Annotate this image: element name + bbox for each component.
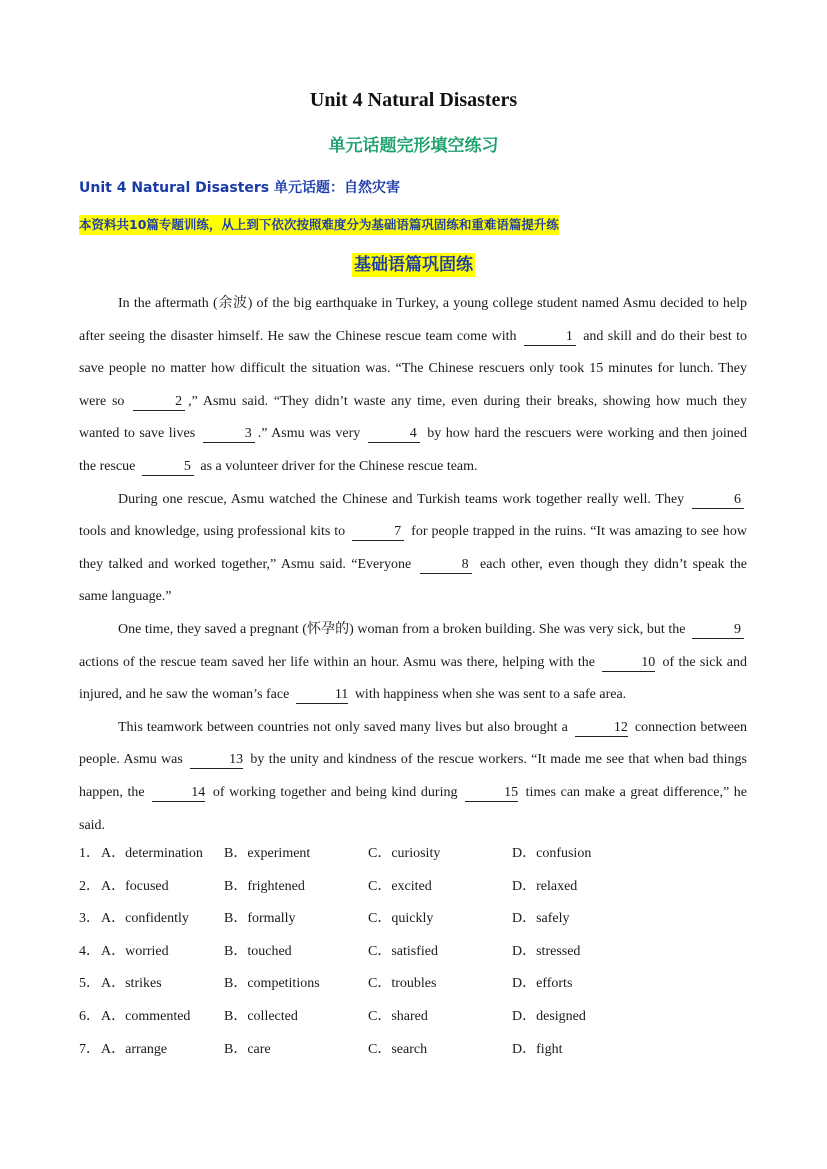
option-d: D．stressed — [512, 943, 581, 959]
passage-text: One time, they saved a pregnant (怀孕的) woman from a broken building. She was very sick, but the — [118, 621, 689, 637]
blank-11: 11 — [296, 687, 348, 704]
question-row — [79, 1005, 747, 1038]
option-c: C．excited — [368, 878, 432, 894]
section-heading-text: 基础语篇巩固练 — [354, 255, 473, 275]
blank-9: 9 — [692, 622, 744, 639]
passage-text: In the aftermath (余波) of the big earthquake in Turkey, a young college student named Asmu decided to help after seeing the disaster himself. He saw the Chinese rescue team come with — [79, 296, 747, 344]
option-b: B．care — [224, 1041, 271, 1057]
question-number: 4． — [79, 943, 100, 959]
blank-6: 6 — [692, 492, 744, 509]
question-row — [79, 1038, 747, 1071]
question-options — [79, 842, 747, 1070]
option-d: D．relaxed — [512, 878, 578, 894]
paragraph-1 — [79, 288, 747, 484]
option-a: A．strikes — [101, 976, 162, 992]
blank-8: 8 — [420, 557, 472, 574]
blank-5: 5 — [142, 459, 194, 476]
question-number: 5． — [79, 976, 100, 992]
question-row — [79, 972, 747, 1005]
question-row — [79, 842, 747, 875]
option-d: D．efforts — [512, 976, 573, 992]
material-notice: 本资料共10篇专题训练，从上到下依次按照难度分为基础语篇巩固练和重难语篇提升练 — [79, 215, 559, 235]
question-number: 1． — [79, 846, 100, 861]
blank-15: 15 — [465, 785, 518, 802]
option-b: B．collected — [224, 1008, 298, 1024]
passage-text: During one rescue, Asmu watched the Chinese and Turkish teams work together really well. They — [118, 491, 689, 507]
passage-text: tools and knowledge, using professional kits to — [79, 524, 350, 540]
cloze-passage — [79, 288, 747, 842]
option-b: B．competitions — [224, 976, 320, 992]
option-a: A．determination — [101, 846, 203, 861]
passage-text: times can make a great difference,” he said. — [79, 784, 747, 833]
section-heading — [0, 250, 827, 275]
blank-2: 2 — [133, 394, 185, 411]
blank-14: 14 — [152, 785, 205, 802]
unit-topic: Unit 4 Natural Disasters 单元话题：自然灾害 — [79, 180, 400, 196]
passage-text: by how hard the rescuers were working and then joined the rescue — [79, 426, 748, 474]
question-number: 6． — [79, 1008, 100, 1024]
option-c: C．quickly — [368, 911, 434, 927]
blank-10: 10 — [602, 655, 655, 672]
option-c: C．troubles — [368, 976, 437, 992]
option-c: C．satisfied — [368, 943, 438, 959]
passage-text: of working together and being kind during — [208, 784, 463, 800]
option-a: A．worried — [101, 943, 169, 959]
option-d: D．confusion — [512, 846, 592, 861]
paragraph-4 — [79, 712, 747, 842]
option-a: A．commented — [101, 1008, 191, 1024]
passage-text: This teamwork between countries not only saved many lives but also brought a — [118, 719, 572, 735]
option-b: B．frightened — [224, 878, 305, 894]
option-b: B．experiment — [224, 846, 311, 861]
passage-text: with happiness when she was sent to a safe area. — [351, 687, 627, 703]
paragraph-2 — [79, 484, 747, 614]
option-c: C．curiosity — [368, 846, 441, 861]
option-a: A．arrange — [101, 1041, 168, 1057]
passage-text: ,” Asmu said. “They didn’t waste any time, even during their breaks, showing how much they wanted to save lives — [79, 393, 747, 442]
paragraph-3 — [79, 614, 747, 712]
option-c: C．search — [368, 1041, 428, 1057]
option-b: B．touched — [224, 943, 292, 959]
passage-text: actions of the rescue team saved her life within an hour. Asmu was there, helping with the — [79, 654, 600, 670]
blank-13: 13 — [190, 752, 243, 769]
page-subtitle: 单元话题完形填空练习 — [328, 136, 499, 156]
option-d: D．fight — [512, 1041, 563, 1057]
blank-1: 1 — [524, 329, 576, 346]
blank-12: 12 — [575, 720, 628, 737]
option-d: D．designed — [512, 1008, 586, 1024]
option-b: B．formally — [224, 911, 296, 927]
option-a: A．confidently — [101, 911, 189, 927]
passage-text: .” Asmu was very — [257, 426, 365, 442]
blank-4: 4 — [368, 426, 420, 443]
question-row — [79, 907, 747, 940]
question-row — [79, 940, 747, 973]
passage-text: connection between people. Asmu was — [79, 719, 747, 768]
passage-text: by the unity and kindness of the rescue workers. “It made me see that when bad things happen, the — [79, 752, 747, 800]
question-number: 2． — [79, 878, 100, 894]
question-number: 3． — [79, 911, 100, 927]
option-a: A．focused — [101, 878, 169, 894]
question-number: 7． — [79, 1041, 100, 1057]
option-c: C．shared — [368, 1008, 428, 1024]
passage-text: and skill and do their best to save people no matter how difficult the situation was. “The Chinese rescuers only took 15 minutes for lunch. They were so — [79, 328, 747, 409]
page-title: Unit 4 Natural Disasters — [309, 89, 518, 111]
passage-text: of the sick and injured, and he saw the woman’s face — [79, 654, 747, 703]
option-d: D．safely — [512, 911, 570, 927]
passage-text: each other, even though they didn’t speak the same language.” — [79, 556, 747, 605]
blank-3: 3 — [203, 426, 255, 443]
passage-text: for people trapped in the ruins. “It was amazing to see how they talked and worked together,” Asmu said. “Everyone — [79, 524, 747, 572]
passage-text: as a volunteer driver for the Chinese rescue team. — [196, 458, 478, 474]
question-row — [79, 875, 747, 908]
blank-7: 7 — [352, 524, 404, 541]
